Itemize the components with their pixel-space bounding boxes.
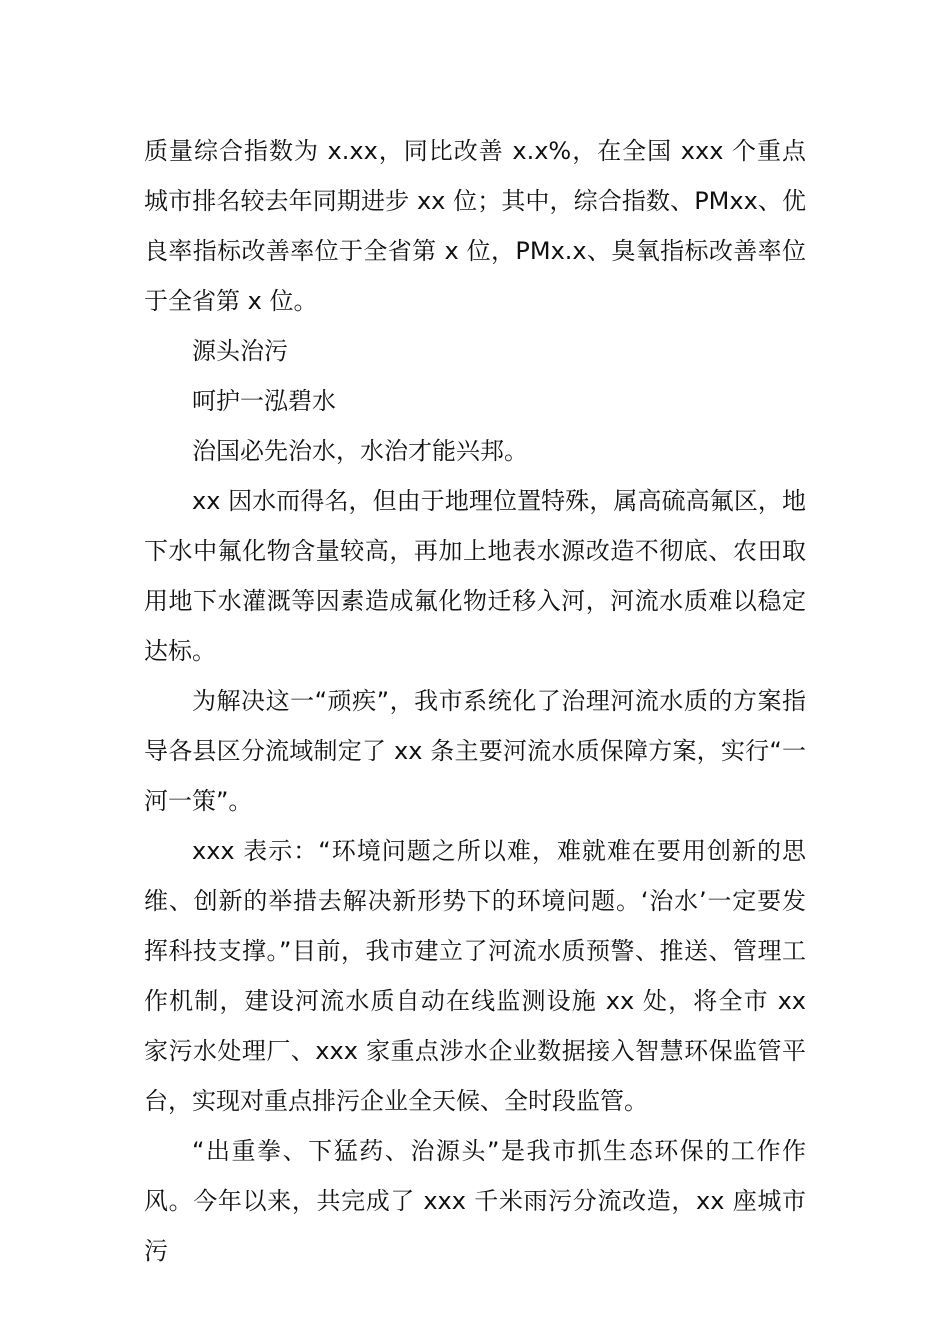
section-heading-clear-water: 呵护一泓碧水 [192, 387, 336, 415]
paragraph-quote-monitoring: xxx 表示：“环境问题之所以难，难就难在要用创新的思维、创新的举措去解决新形势下的环境问题。‘治水’一定要发挥科技支撑。”目前，我市建立了河流水质预警、推送、管理工作机制，建设河流水质自动在线监测设施 xx 处，将全市 xx 家污水处理厂、xxx 家重点涉水企业数据接入智慧环保监管平台，实现对重点排污企业全天候、全时段监管。 [144, 837, 806, 1115]
paragraph-govern-water: 治国必先治水，水治才能兴邦。 [192, 437, 528, 465]
document-body [144, 126, 806, 1276]
paragraph-river-plan: 为解决这一“顽疾”，我市系统化了治理河流水质的方案指导各县区分流域制定了 xx 条主要河流水质保障方案，实行“一河一策”。 [144, 687, 806, 815]
paragraph-air-quality: 质量综合指数为 x.xx，同比改善 x.x%，在全国 xxx 个重点城市排名较去年同期进步 xx 位；其中，综合指数、PMxx、优良率指标改善率位于全省第 x 位，PMx.x、臭氧指标改善率位于全省第 x 位。 [144, 137, 806, 315]
paragraph-work-style: “出重拳、下猛药、治源头”是我市抓生态环保的工作作风。今年以来，共完成了 xxx 千米雨污分流改造，xx 座城市污 [144, 1137, 806, 1265]
section-heading-source-pollution: 源头治污 [192, 337, 288, 365]
paragraph-fluoride-background: xx 因水而得名，但由于地理位置特殊，属高硫高氟区，地下水中氟化物含量较高，再加上地表水源改造不彻底、农田取用地下水灌溉等因素造成氟化物迁移入河，河流水质难以稳定达标。 [144, 487, 806, 665]
